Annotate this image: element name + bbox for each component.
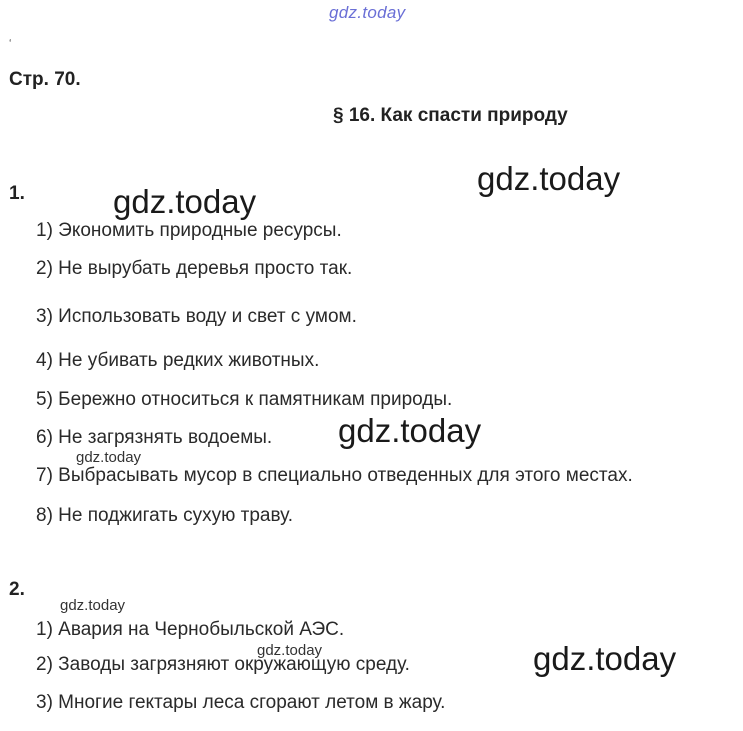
page-number: Стр. 70.: [9, 69, 81, 90]
question-2-number: 2.: [9, 579, 25, 600]
answer-item: 3) Многие гектары леса сгорают летом в жару.: [36, 692, 446, 713]
stray-mark: ʻ: [9, 38, 12, 50]
answer-item: 2) Не вырубать деревья просто так.: [36, 258, 353, 279]
watermark-big: gdz.today: [113, 183, 257, 220]
watermark-small: gdz.today: [60, 597, 126, 614]
section-title: § 16. Как спасти природу: [333, 105, 568, 126]
answer-item: 3) Использовать воду и свет с умом.: [36, 306, 357, 327]
answer-item: 6) Не загрязнять водоемы.: [36, 427, 273, 448]
answer-item: 8) Не поджигать сухую траву.: [36, 505, 294, 526]
question-1-number: 1.: [9, 183, 25, 204]
answer-item: 1) Авария на Чернобыльской АЭС.: [36, 619, 345, 640]
watermark-small: gdz.today: [76, 449, 142, 466]
answer-item: 1) Экономить природные ресурсы.: [36, 220, 342, 241]
watermark-small: gdz.today: [257, 642, 323, 659]
watermark-big: gdz.today: [338, 412, 482, 449]
watermark-big: gdz.today: [477, 160, 621, 197]
watermark-top: gdz.today: [329, 3, 406, 22]
answer-item: 4) Не убивать редких животных.: [36, 350, 320, 371]
answer-item: 2) Заводы загрязняют окружающую среду.: [36, 654, 410, 675]
answer-item: 5) Бережно относиться к памятникам природы.: [36, 389, 453, 410]
watermark-big: gdz.today: [533, 640, 677, 677]
answer-item: 7) Выбрасывать мусор в специально отведенных для этого местах.: [36, 465, 633, 486]
